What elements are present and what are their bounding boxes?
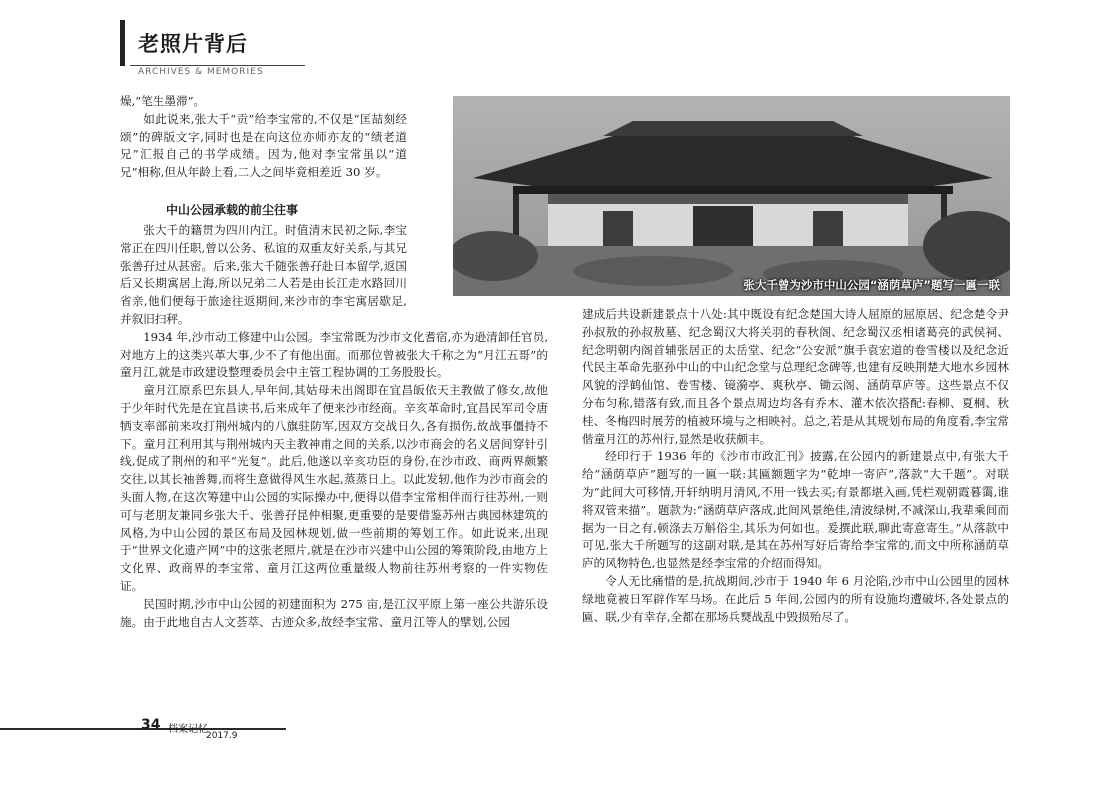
paragraph: 建成后共设新建景点十八处:其中既设有纪念楚国大诗人屈原的屈原居、纪念楚令尹孙叔敖的孙叔敖墓、纪念蜀汉大将关羽的春秋阁、纪念蜀汉丞相诸葛亮的武侯祠、纪念明朝内阁首辅张居正的太岳堂、纪念“公安派”旗手袁宏道的卷雪楼以及纪念近代民主革命先驱孙中山的中山纪念堂与总理纪念碑等,也建有反映荆楚大地水乡园林风貌的浮鹤仙馆、卷雪楼、镜漪亭、爽秋亭、锄云阁、涵荫草庐等。这些景点不仅分布匀称,错落有致,而且各个景点周边均各有乔木、灌木依次搭配:春柳、夏桐、秋桂、冬梅四时展芳的植被环境与之相映衬。总之,若是从其规划布局的角度看,李宝常偕童月江的苏州行,显然是收获颇丰。 <box>582 307 1009 446</box>
page-number: 34 <box>141 717 161 733</box>
paragraph: 民国时期,沙市中山公园的初建面积为 275 亩,是江汉平原上第一座公共游乐设施。由于此地自古人文荟萃、古迹众多,故经李宝常、童月江等人的擘划,公园 <box>120 596 548 629</box>
section-title: 老照片背后 <box>138 32 248 56</box>
header-accent-bar <box>120 20 125 66</box>
paragraph: 1934 年,沙市动工修建中山公园。李宝常既为沙市文化耆宿,亦为逊清卸任官员,对地方上的这类兴革大事,少不了有他出面。而那位曾被张大千称之为“月江五哥”的童月江,就是市政建设整理委员会中主管工程协调的工务股股长。 <box>120 329 548 380</box>
pavilion-photo-illustration <box>453 96 1010 296</box>
historic-photo <box>453 96 1010 296</box>
left-column-top <box>120 93 407 182</box>
paragraph: 令人无比痛惜的是,抗战期间,沙市于 1940 年 6 月沦陷,沙市中山公园里的园林绿地竟被日军辟作军马场。在此后 5 年间,公园内的所有设施均遭破坏,各处景点的匾、联,少有幸存,全都在那场兵燹战乱中毁损殆尽了。 <box>582 573 1009 624</box>
photo-caption: 张大千曾为沙市中山公园“涵荫草庐”题写一匾一联 <box>743 278 1000 292</box>
left-column-bottom <box>120 223 548 631</box>
header-rule <box>130 65 305 66</box>
right-column <box>582 306 1009 626</box>
paragraph: 童月江原系巴东县人,早年间,其姑母未出阁即在宜昌皈依天主教做了修女,故他于少年时代先是在宜昌读书,后来成年了便来沙市经商。辛亥革命时,宜昌民军司令唐牺支率部前来攻打荆州城内的八旗驻防军,因双方交战日久,各有损伤,故战事僵持不下。童月江利用其与荆州城内天主教神甫之间的关系,以沙市商会的名义居间穿针引线,促成了荆州的和平“光复”。此后,他遂以辛亥功臣的身份,在沙市政、商两界颇繁交往,以其长袖善舞,而将生意做得风生水起,蒸蒸日上。以此发轫,他作为沙市商会的头面人物,在这次筹建中山公园的实际操办中,便得以借李宝常相伴而行往苏州,一则可与老朋友兼同乡张大千、张善孖昆仲相聚,更重要的是要借鉴苏州古典园林建筑的风格,为中山公园的景区布局及园林规划,做一些前期的筹划工作。如此说来,出现于“世界文化遗产网”中的这张老照片,就是在沙市兴建中山公园的筹策阶段,由地方上文化界、政商界的李宝常、童月江这两位重量级人物前往苏州考察的一件实物佐证。 <box>120 383 548 593</box>
section-subtitle: ARCHIVES & MEMORIES <box>138 67 264 77</box>
paragraph: 张大千的籍贯为四川内江。时值清末民初之际,李宝常正在四川任职,曾以公务、私谊的双重友好关系,与其兄张善孖过从甚密。后来,张大千随张善孖赴日本留学,返国后又长期寓居上海,所以兄弟二人若是由长江走水路回川省亲,他们便每于旅途往返期间,来沙市的李宅寓居歇足,并叙旧扫秤。 <box>120 223 407 326</box>
subheading: 中山公园承载的前尘往事 <box>166 203 299 217</box>
paragraph: 如此说来,张大千“贡”给李宝常的,不仅是“匡喆刻经颂”的碑版文字,同时也是在向这位亦师亦友的“绩老道兄”汇报自己的书学成绩。因为,他对李宝常虽以“道兄”相称,但从年龄上看,二人之间毕竟相差近 30 岁。 <box>120 111 407 180</box>
issue-number: 2017.9 <box>206 731 238 741</box>
paragraph: 经印行于 1936 年的《沙市市政汇刊》披露,在公园内的新建景点中,有张大千给“涵荫草庐”题写的一匾一联:其匾额题字为“乾坤一寄庐”,落款“大千题”。对联为“此间大可移情,开轩纳明月清风,不用一钱去买;有景都堪入画,凭栏观朝霞暮霭,谁将双管来描”。题款为:“涵荫草庐落成,此间风景绝佳,清波绿树,不减深山,我辈乘间而据为一日之有,顿涤去万斛俗尘,其乐为何如也。爰撰此联,聊此寄意寄生。”从落款中可见,张大千所题写的这副对联,是其在苏州写好后寄给李宝常的,而文中所称涵荫草庐的风物特色,也显然是经李宝常的介绍而得知。 <box>582 449 1009 571</box>
paragraph: 燥,“笔生墨滞”。 <box>120 94 206 108</box>
journal-name: 档案记忆 <box>168 724 208 735</box>
